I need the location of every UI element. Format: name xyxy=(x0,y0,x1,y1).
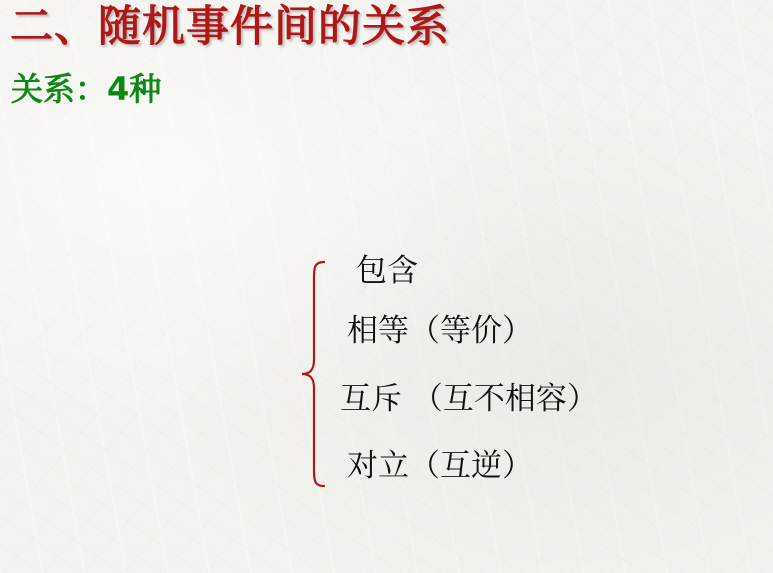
slide-subtitle: 关系：4种 xyxy=(11,70,162,108)
slide-title: 二、随机事件间的关系 xyxy=(10,2,450,52)
relation-item: 包含 xyxy=(356,253,418,289)
relation-item: 相等（等价） xyxy=(347,313,533,349)
relation-item: 对立（互逆） xyxy=(347,448,533,484)
relation-item: 互斥 （互不相容） xyxy=(340,381,598,417)
curly-brace-icon xyxy=(296,258,330,490)
